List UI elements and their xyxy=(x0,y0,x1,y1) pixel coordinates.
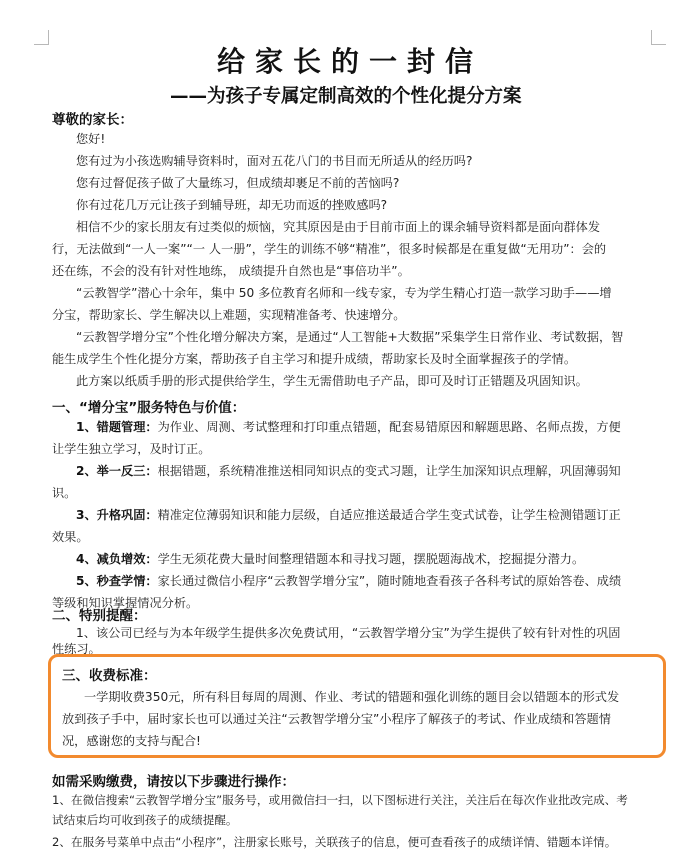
section-heading-reminders: 二、特别提醒： xyxy=(52,608,147,624)
intro-line: 您有过为小孩选购辅导资料时，面对五花八门的书目而无所适从的经历吗? xyxy=(76,154,473,168)
letter-subtitle: ——为孩子专属定制高效的个性化提分方案 xyxy=(170,86,522,107)
feature-label: 5、秒查学情： xyxy=(76,574,158,588)
feature-label: 1、错题管理： xyxy=(76,420,158,434)
letter-title: 给家长的一封信 xyxy=(216,45,483,78)
intro-line: 你有过花几万元让孩子到辅导班，却无功而返的挫败感吗? xyxy=(76,198,388,212)
intro-line: 您有过督促孩子做了大量练习，但成绩却裹足不前的苦恼吗? xyxy=(76,176,400,190)
intro-line: 此方案以纸质手册的形式提供给学生，学生无需借助电子产品，即可及时订正错题及巩固知识。 xyxy=(76,374,588,388)
feature-text: 家长通过微信小程序“云教智学增分宝”，随时随地查看孩子各科考试的原始答卷、成绩 xyxy=(157,574,622,588)
feature-item xyxy=(76,506,621,523)
feature-item xyxy=(76,462,621,479)
feature-label: 2、举一反三： xyxy=(76,464,158,478)
payment-step-line: 1、在微信搜索“云教智学增分宝”服务号，或用微信扫一扫，以下图标进行关注，关注后在每次作业批改完成、考 xyxy=(52,793,628,807)
feature-text: 学生无须花费大量时间整理错题本和寻找习题，摆脱题海战术，挖掘提分潜力。 xyxy=(157,552,585,566)
feature-text: 为作业、周测、考试整理和打印重点错题，配套易错原因和解题思路、名师点拨，方便 xyxy=(157,420,621,434)
feature-text: 等级和知识掌握情况分析。 xyxy=(52,596,199,610)
intro-line: 相信不少的家长朋友有过类似的烦恼，究其原因是由于目前市面上的课余辅导资料都是面向群体发 xyxy=(76,220,601,234)
hello-line: 您好! xyxy=(76,132,106,146)
feature-text: 根据错题，系统精准推送相同知识点的变式习题，让学生加深知识点理解，巩固薄弱知 xyxy=(157,464,621,478)
fee-line: 况，感谢您的支持与配合! xyxy=(62,734,201,748)
feature-text: 让学生独立学习，及时订正。 xyxy=(52,442,211,456)
intro-line: “云教智学”潜心十余年，集中 50 多位教育名师和一线专家，专为学生精心打造一款学习助手——增 xyxy=(76,286,612,300)
fee-line: 放到孩子手中，届时家长也可以通过关注“云教智学增分宝”小程序了解孩子的考试、作业成绩和答题情 xyxy=(62,712,611,726)
feature-item xyxy=(76,418,621,435)
section-heading-payment: 如需采购缴费，请按以下步骤进行操作： xyxy=(52,774,295,790)
reminder-line: 性练习。 xyxy=(52,642,101,656)
feature-text: 精准定位薄弱知识和能力层级，自适应推送最适合学生变式试卷，让学生检测错题订正 xyxy=(157,508,621,522)
intro-line: 分宝，帮助家长、学生解决以上难题，实现精准备考、快速增分。 xyxy=(52,308,406,322)
greeting: 尊敬的家长： xyxy=(52,112,133,128)
intro-line: 还在练，不会的没有针对性地练， 成绩提升自然也是“事倍功半”。 xyxy=(52,264,410,278)
feature-item xyxy=(76,550,584,567)
feature-label: 4、减负增效： xyxy=(76,552,158,566)
payment-step-line: 2、在服务号菜单中点击“小程序”，注册家长账号，关联孩子的信息，便可查看孩子的成绩详情、错题本详情。 xyxy=(52,835,617,849)
reminder-line: 1、该公司已经与为本年级学生提供多次免费试用，“云教智学增分宝”为学生提供了较有针对性的巩固 xyxy=(76,626,621,640)
payment-step-line: 试结束后均可收到孩子的成绩提醒。 xyxy=(52,813,238,827)
intro-line: “云教智学增分宝”个性化增分解决方案，是通过“人工智能+大数据”采集学生日常作业、考试数据，智 xyxy=(76,330,624,344)
intro-line: 行，无法做到“一人一案”“一 人一册”，学生的训练不够“精准”，很多时候都是在重复做“无用功”：会的 xyxy=(52,242,607,256)
section-heading-features: 一、“增分宝”服务特色与价值： xyxy=(52,400,246,416)
fee-line: 一学期收费350元，所有科目每周的周测、作业、考试的错题和强化训练的题目会以错题本的形式发 xyxy=(84,690,620,704)
feature-item xyxy=(76,572,621,589)
intro-line: 能生成学生个性化提分方案，帮助孩子自主学习和提升成绩，帮助家长及时全面掌握孩子的学情。 xyxy=(52,352,577,366)
section-heading-fees: 三、收费标准： xyxy=(62,668,157,684)
feature-text: 效果。 xyxy=(52,530,89,544)
feature-label: 3、升格巩固： xyxy=(76,508,158,522)
feature-text: 识。 xyxy=(52,486,77,500)
